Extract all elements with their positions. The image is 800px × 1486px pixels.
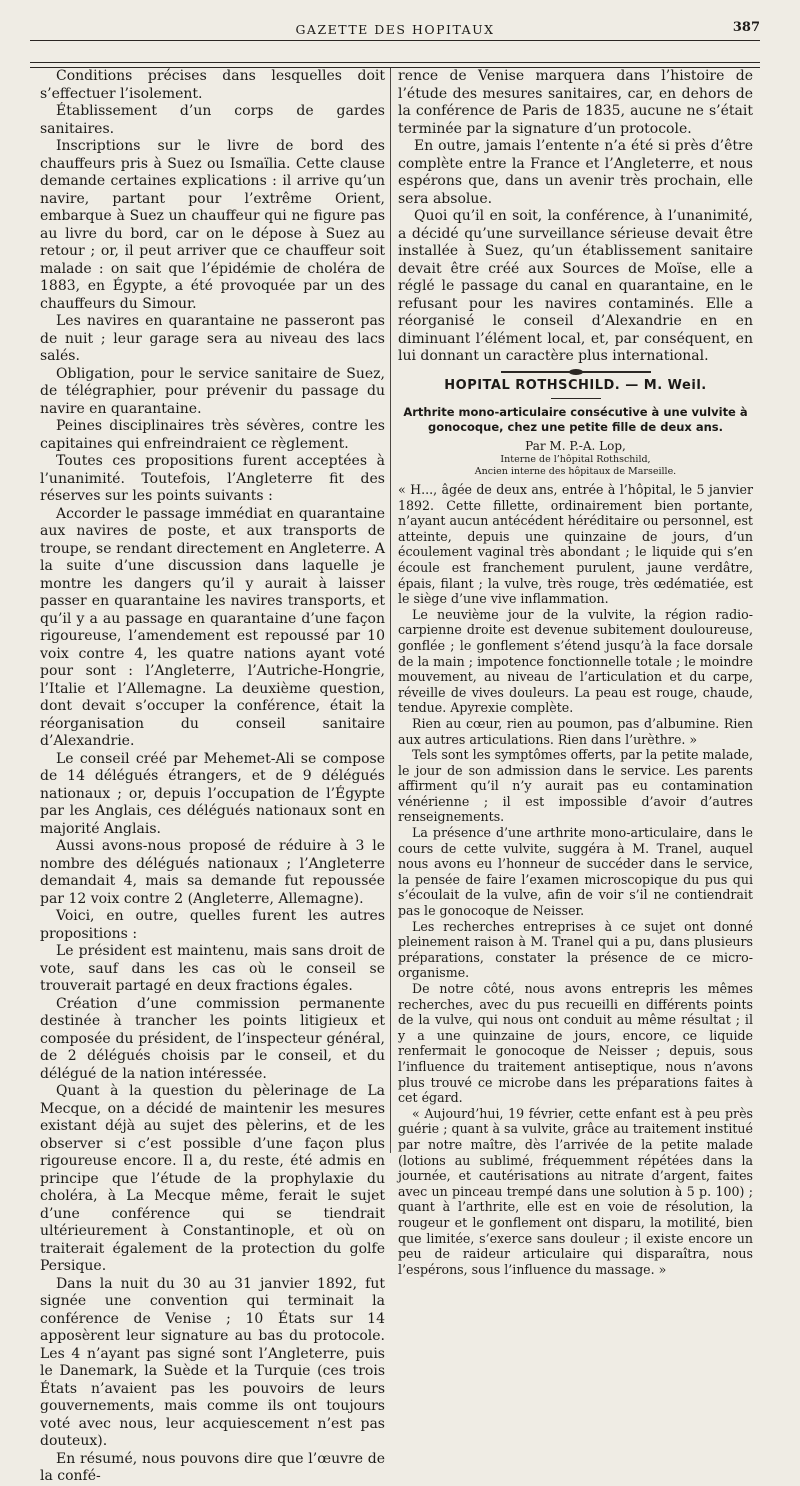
column-divider: [390, 68, 391, 1153]
paragraph: Quoi qu’il en soit, la conférence, à l’unanimité, a décidé qu’une surveillance sérieuse devait être installée à Suez, qu’un établissement sanitaire devait être créé aux Sources de Moïse, elle a réglé le passage du canal en quarantaine, en le refusant pour les navires contaminés. Elle a réorganisé le conseil d’Alexandrie en en diminuant l’élément local, et, par conséquent, en lui donnant un caractère plus international.: [398, 208, 753, 364]
paragraph: « Aujourd’hui, 19 février, cette enfant est à peu près guérie ; quant à sa vulvite, grâce au traitement institué par notre maître, dès l’arrivée de la petite malade (lotions au sublimé, fréquemment répétées dans la journée, et cautérisations au nitrate d’argent, faites avec un pinceau trempé dans une solution à 5 p. 100) ; quant à l’arthrite, elle est en voie de résolution, la rougeur et le gonflement ont disparu, la motilité, bien que limitée, s’exerce sans douleur ; il existe encore un peu de raideur articulaire qui disparaîtra, nous l’espérons, sous l’influence du massage. »: [398, 1105, 753, 1277]
byline: Par M. P.-A. Lop,: [525, 439, 626, 453]
paragraph: Toutes ces propositions furent acceptées à l’unanimité. Toutefois, l’Angleterre fit des réserves sur les points suivants :: [40, 453, 385, 504]
paragraph: Accorder le passage immédiat en quarantaine aux navires de poste, et aux transports de troupe, se rendant directement en Angleterre. A la suite d’une discussion dans laquelle je montre les dangers qu’il y aurait à laisser passer en quarantaine les navires transports, et qu’il y a au passage en quarantaine d’une façon rigoureuse, l’amendement est repoussé par 10 voix contre 4, les quatre nations ayant voté pour sont : l’Angleterre, l’Autriche-Hongrie, l’Italie et l’Allemagne. La deuxième question, dont devait s’occuper la conférence, était la réorganisation du conseil sanitaire d’Alexandrie.: [40, 505, 385, 749]
paragraph: Création d’une commission permanente destinée à trancher les points litigieux et composée du président, de l’inspecteur général, de 2 délégués choisis par le conseil, et du délégué de la nation intéressée.: [40, 995, 385, 1082]
article-body: [398, 482, 753, 1277]
paragraph: Conditions précises dans lesquelles doit s’effectuer l’isolement.: [40, 68, 385, 102]
paragraph: En résumé, nous pouvons dire que l’œuvre de la confé-: [40, 1450, 385, 1484]
paragraph: Le conseil créé par Mehemet-Ali se compose de 14 délégués étrangers, et de 9 délégués nationaux ; or, depuis l’occupation de l’Égypte par les Anglais, ces délégués nationaux sont en majorité Anglais.: [40, 750, 385, 837]
title-rule: [551, 398, 601, 399]
paragraph: Établissement d’un corps de gardes sanitaires.: [40, 103, 385, 137]
article-title: Arthrite mono-articulaire consécutive à une vulvite à gonocoque, chez une petite fille de deux ans.: [403, 405, 748, 434]
paragraph: Le neuvième jour de la vulvite, la région radio-carpienne droite est devenue subitement douloureuse, gonflée ; le gonflement s’étend jusqu’à la face dorsale de la main ; impotence fonctionnelle totale ; le moindre mouvement, au niveau de l’articulation et du carpe, réveille de vives douleurs. La peau est rouge, chaude, tendue. Apyrexie complète.: [398, 606, 753, 716]
paragraph: rence de Venise marquera dans l’histoire de l’étude des mesures sanitaires, car, en dehors de la conférence de Paris de 1835, aucune ne s’était terminée par la signature d’un protocole.: [398, 68, 753, 137]
paragraph: De notre côté, nous avons entrepris les mêmes recherches, avec du pus recueilli en différents points de la vulve, qui nous ont conduit au même résultat ; il y a une quinzaine de jours, encore, ce liquide renfermait le gonocoque de Neisser ; depuis, sous l’influence du traitement antiseptique, nous n’avons plus trouvé ce microbe dans les préparations faites à cet égard.: [398, 981, 753, 1106]
left-column: [40, 68, 385, 1486]
page-header: [30, 22, 760, 42]
paragraph: Les recherches entreprises à ce sujet ont donné pleinement raison à M. Tranel qui a pu, dans plusieurs préparations, constater la présence de ce micro-organisme.: [398, 918, 753, 981]
paragraph: Obligation, pour le service sanitaire de Suez, de télégraphier, pour prévenir du passage du navire en quarantaine.: [40, 365, 385, 417]
paragraph: Les navires en quarantaine ne passeront pas de nuit ; leur garage sera au niveau des lacs salés.: [40, 313, 385, 364]
section-title: HOPITAL ROTHSCHILD. — M. Weil.: [444, 377, 707, 393]
paragraph: En outre, jamais l’entente n’a été si près d’être complète entre la France et l’Angleterre, et nous espérons que, dans un avenir très prochain, elle sera absolue.: [398, 138, 753, 207]
paragraph: Peines disciplinaires très sévères, contre les capitaines qui enfreindraient ce règlement.: [40, 418, 385, 452]
paragraph: Quant à la question du pèlerinage de La Mecque, on a décidé de maintenir les mesures existant déjà au sujet des pèlerins, et de les observer si c’est possible d’une façon plus rigoureuse encore. Il a, du reste, été admis en principe que l’étude de la prophylaxie du choléra, à La Mecque même, ferait le sujet d’une conférence qui se tiendrait ultérieurement à Constantinople, et où on traiterait également de la protection du golfe Persique.: [40, 1083, 385, 1274]
paragraph: Inscriptions sur le livre de bord des chauffeurs pris à Suez ou Ismaïlia. Cette clause demande certaines explications : il arrive qu’un navire, partant pour l’extrême Orient, embarque à Suez un chauffeur qui ne figure pas au livre du bord, car on le dépose à Suez au retour ; or, il peut arriver que ce chauffeur soit malade : on sait que l’épidémie de choléra de 1883, en Égypte, a été provoquée par un des chauffeurs du Simour.: [40, 138, 385, 312]
running-head: GAZETTE DES HOPITAUX: [295, 22, 495, 37]
affiliation: Ancien interne des hôpitaux de Marseille.: [474, 466, 677, 477]
paragraph: Aussi avons-nous proposé de réduire à 3 le nombre des délégués nationaux ; l’Angleterre demandait 4, mais sa demande fut repoussée par 12 voix contre 2 (Angleterre, Allemagne).: [40, 838, 385, 907]
paragraph: Voici, en outre, quelles furent les autres propositions :: [40, 908, 385, 942]
right-column: [398, 68, 753, 1277]
paragraph: Le président est maintenu, mais sans droit de vote, sauf dans les cas où le conseil se trouverait partagé en deux fractions égales.: [40, 943, 385, 994]
page-number: 387: [732, 20, 760, 35]
paragraph: Rien au cœur, rien au poumon, pas d’albumine. Rien aux autres articulations. Rien dans l’urèthre. »: [398, 715, 753, 747]
paragraph: La présence d’une arthrite mono-articulaire, dans le cours de cette vulvite, suggéra à M. Tranel, auquel nous avons eu l’honneur de succéder dans le service, la pensée de faire l’examen microscopique du pus qui s’écoulait de la vulve, afin de voir s’il ne contiendrait pas le gonocoque de Neisser.: [398, 825, 753, 919]
paragraph: « H..., âgée de deux ans, entrée à l’hôpital, le 5 janvier 1892. Cette fillette, ordinairement bien portante, n’ayant aucun antécédent héréditaire ou personnel, est atteinte, depuis une quinzaine de jours, d’un écoulement vaginal très abondant ; le liquide qui s’en écoule est franchement purulent, jaune verdâtre, épais, filant ; la vulve, très rouge, très œdématiée, est le siège d’une vive inflammation.: [398, 482, 753, 607]
paragraph: Tels sont les symptômes offerts, par la petite malade, le jour de son admission dans le service. Les parents affirment qu’il n’y aurait pas eu contamination vénérienne ; il est impossible d’avoir d’autres renseignements.: [398, 747, 753, 825]
header-rule: [30, 40, 760, 41]
affiliation: Interne de l’hôpital Rothschild,: [500, 454, 651, 465]
article-divider: [501, 371, 651, 373]
paragraph: Dans la nuit du 30 au 31 janvier 1892, fut signée une convention qui terminait la conférence de Venise ; 10 États sur 14 apposèrent leur signature au bas du protocole. Les 4 n’ayant pas signé sont l’Angleterre, puis le Danemark, la Suède et la Turquie (ces trois États n’avaient pas les pouvoirs de leurs gouvernements, mais comme ils ont toujours voté avec nous, leur acquiescement n’est pas douteux).: [40, 1275, 385, 1449]
